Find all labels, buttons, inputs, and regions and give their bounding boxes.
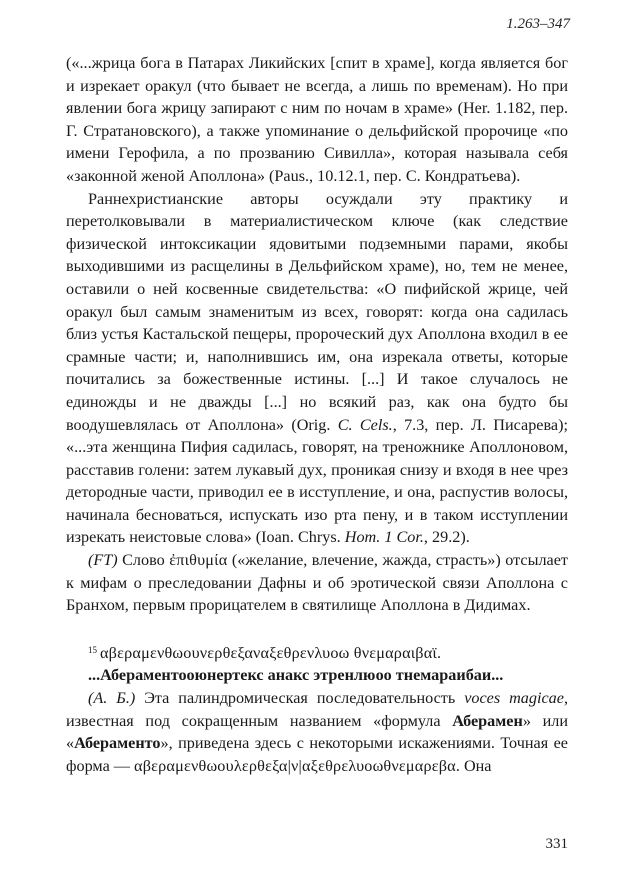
footnote-text-b: , известная под сокращенным названием «формула <box>66 689 568 730</box>
footnote-text-e: . Она <box>455 756 492 775</box>
footnote-greek-heading <box>66 639 568 665</box>
footnote-translit-heading: ...Абераментоοюнертекс анакс этренлюоо тнемараибаи... <box>88 666 504 685</box>
paragraph-1: («...жрица бога в Патарах Ликийских [спит в храме], когда является бог и изрекает оракул (что бывает не всегда, а лишь по временам). Но при явлении бога жрицу запирают с ним по ночам в храме» (Her. 1.182, пер. Г. Стратановского), а также упоминание о дельфийской пророчице «по имени Герофила, а по прозванию Сивилла», которая называла себя «законной женой Аполлона» (Paus., 10.12.1, пер. С. Кондратьева). <box>66 54 568 185</box>
formula-name-aberamen: Аберамен <box>452 711 523 730</box>
paragraph-2-text-c: , 29.2). <box>423 528 470 547</box>
paragraph-3-text-a: Слово <box>117 551 170 570</box>
footnote-paragraph <box>66 687 568 777</box>
footnote-text-c: » или « <box>66 711 569 753</box>
greek-word: ἐπιθυμία <box>169 551 228 570</box>
section-spacer <box>66 617 568 639</box>
running-header: 1.263–347 <box>506 16 570 32</box>
footnote-text-d: », приведена здесь с некоторыми искажениями. Точная ее форма — <box>66 734 568 775</box>
paragraph-3-label: (FT) <box>88 551 118 570</box>
paragraph-2-text-a: Раннехристианские авторы осуждали эту практику и перетолковывали в материалистическом ключе (как следствие физической интоксикации ядовитыми подземными парами, якобы выходившими из расщелины в Дельфийском храме), но, тем не менее, оставили о ней косвенные свидетельства: «О пифийской жрице, чей оракул был самым знаменитым из всех, говорят: когда она садилась близ устья Кастальской пещеры, пророческий дух Аполлона входил в ее срамные части; и, наполнившись им, она изрекала ответы, которые почитались за божественные истины. [...] И такое случалось не единожды и не дважды [...] но всякий раз, как она будто бы воодушевлялась от Аполлона» (Orig. <box>66 189 568 434</box>
paragraph-3-text-b: («желание, влечение, жажда, страсть») отсылает к мифам о преследовании Дафны и об эротической связи Аполлона с Бранхом, первым прорицателем в святилище Аполлона в Дидимах. <box>66 551 568 615</box>
citation-c-cels: C. Cels. <box>337 415 393 434</box>
footnote-greek-text: αβεραμενθωουνερθεξαναξεθρενλυοω θνεμαραιβαϊ. <box>100 643 442 662</box>
citation-hom-cor: Hom. 1 Cor. <box>344 528 424 547</box>
footnote-label: (А. Б.) <box>88 689 136 708</box>
voces-magicae-term: voces magicae <box>464 689 564 708</box>
formula-greek-form: αβεραμενθωουλερθεξα|ν|αξεθρελυοωθνεμαρεβα <box>134 756 456 775</box>
page-number: 331 <box>545 836 568 852</box>
paragraph-2-text-b: , 7.3, пер. Л. Писарева); «...эта женщина Пифия садилась, говорят, на треножнике Аполлоновом, расставив голени: затем лукавый дух, проникая снизу и входя в нее чрез детородные части, приводил ее в исступление, и она, распустив волосы, начинала бесноваться, испускать изо рта пену, и в таком исступлении изрекать неистовые слова» (Ioan. Chrys. <box>66 415 568 547</box>
footnote-number: 15 <box>88 644 97 655</box>
formula-name-aberamento: Абераменто <box>74 734 161 753</box>
page-body <box>66 52 568 777</box>
paragraph-3 <box>66 549 568 617</box>
paragraph-2 <box>66 188 568 550</box>
footnote-text-a: Эта палиндромическая последовательность <box>135 689 465 708</box>
